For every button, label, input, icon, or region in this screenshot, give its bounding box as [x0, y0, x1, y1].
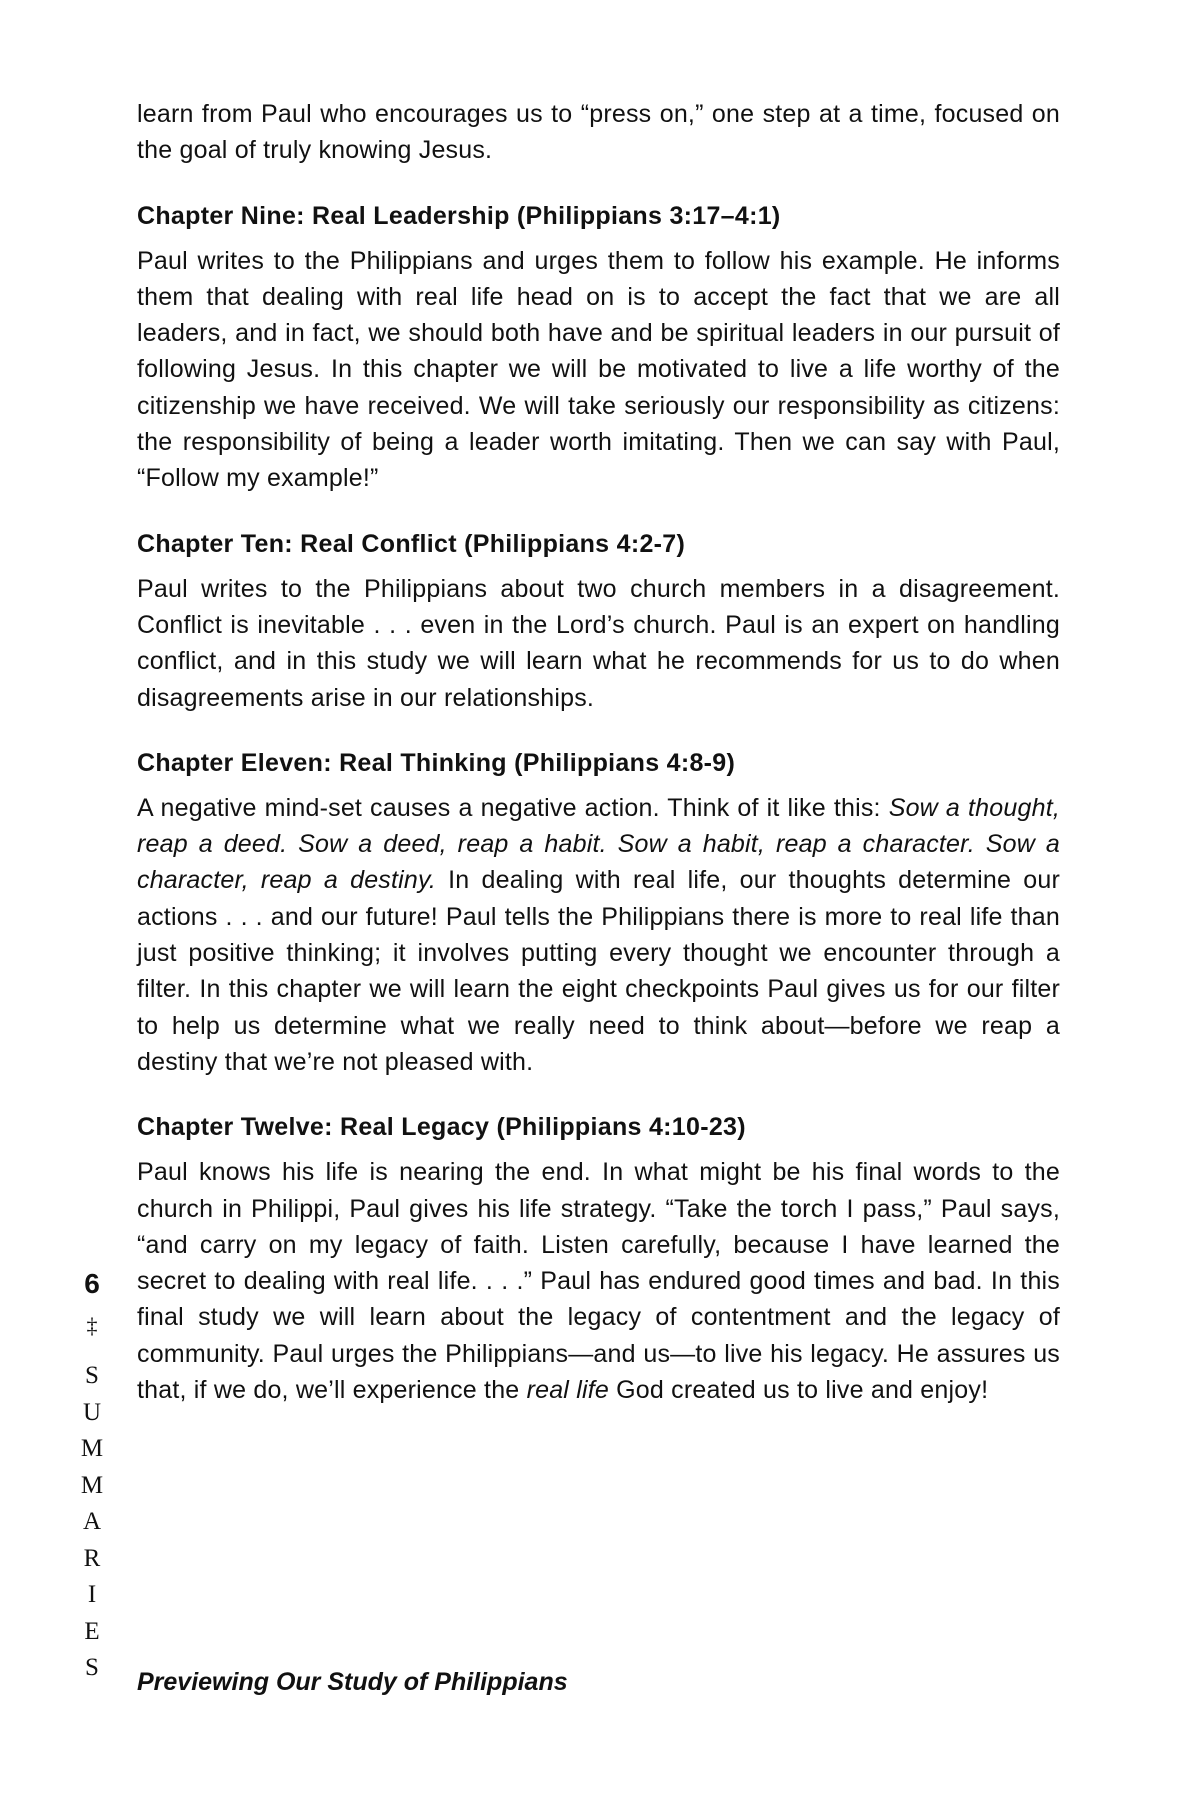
side-letter: M	[80, 1471, 104, 1499]
side-running-head	[72, 1266, 112, 1687]
chapter-eleven-heading: Chapter Eleven: Real Thinking (Philippians 4:8-9)	[137, 748, 736, 777]
chapter-twelve-body	[137, 1154, 1060, 1408]
chapter-ten-section	[137, 526, 1060, 716]
italic-quote: Sow a thought, reap a deed. Sow a deed, reap a habit. Sow a habit, reap a character. Sow a character, reap a destiny.	[137, 793, 1060, 895]
side-letter: S	[85, 1362, 99, 1389]
double-dagger-ornament-icon: ‡	[86, 1313, 98, 1338]
running-footer-title: Previewing Our Study of Philippians	[137, 1668, 568, 1696]
side-letter: E	[84, 1617, 100, 1645]
side-letter: R	[83, 1544, 101, 1572]
body-text: Paul knows his life is nearing the end. In what might be his final words to the church in Philippi, Paul gives his life strategy. “Take the torch I pass,” Paul says, “and carry on my legacy of faith. Listen carefully, because I have learned the secret to dealing with real life. . . .” Paul has endured good times and bad. In this final study we will learn about the legacy of contentment and the legacy of community. Paul urges the Philippians—and us—to live his legacy. He assures us that, if we do, we’ll experience the	[137, 1158, 1060, 1405]
italic-emphasis: real life	[526, 1376, 609, 1405]
body-text: A negative mind-set causes a negative action. Think of it like this:	[137, 793, 889, 822]
body-text: God created us to live and enjoy!	[608, 1376, 989, 1405]
chapter-twelve-heading: Chapter Twelve: Real Legacy (Philippians 4:10-23)	[137, 1113, 746, 1142]
intro-paragraph: learn from Paul who encourages us to “press on,” one step at a time, focused on the goal of truly knowing Jesus.	[137, 100, 1060, 165]
side-letter: I	[87, 1581, 97, 1608]
chapter-nine-body: Paul writes to the Philippians and urges them to follow his example. He informs them that dealing with real life head on is to accept the fact that we are all leaders, and in fact, we should both have and be spiritual leaders in our pursuit of following Jesus. In this chapter we will be motivated to live a life worthy of the citizenship we have received. We will take seriously our responsibility as citizens: the responsibility of being a leader worth imitating. Then we can say with Paul, “Follow my example!”	[137, 246, 1060, 493]
side-letter: A	[82, 1508, 102, 1535]
page-number: 6	[84, 1268, 100, 1299]
chapter-eleven-body	[137, 790, 1060, 1080]
chapter-nine-heading: Chapter Nine: Real Leadership (Philippians 3:17–4:1)	[137, 201, 781, 230]
side-letter: S	[85, 1654, 99, 1681]
chapter-ten-body: Paul writes to the Philippians about two church members in a disagreement. Conflict is inevitable . . . even in the Lord’s church. Paul is an expert on handling conflict, and in this study we will learn what he recommends for us to do when disagreements arise in our relationships.	[137, 574, 1060, 712]
chapter-twelve-section	[137, 1109, 1060, 1408]
side-letter: U	[82, 1398, 102, 1426]
body-text: In dealing with real life, our thoughts determine our actions . . . and our future! Paul tells the Philippians there is more to real life than just positive thinking; it involves putting every thought we encounter through a filter. In this chapter we will learn the eight checkpoints Paul gives us for our filter to help us determine what we really need to think about—before we reap a destiny that we’re not pleased with.	[137, 866, 1060, 1076]
side-letter: M	[80, 1435, 104, 1462]
chapter-ten-heading: Chapter Ten: Real Conflict (Philippians 4:2-7)	[137, 529, 686, 558]
chapter-nine-section	[137, 198, 1060, 497]
chapter-eleven-section	[137, 745, 1060, 1080]
text-column	[137, 96, 1060, 1408]
